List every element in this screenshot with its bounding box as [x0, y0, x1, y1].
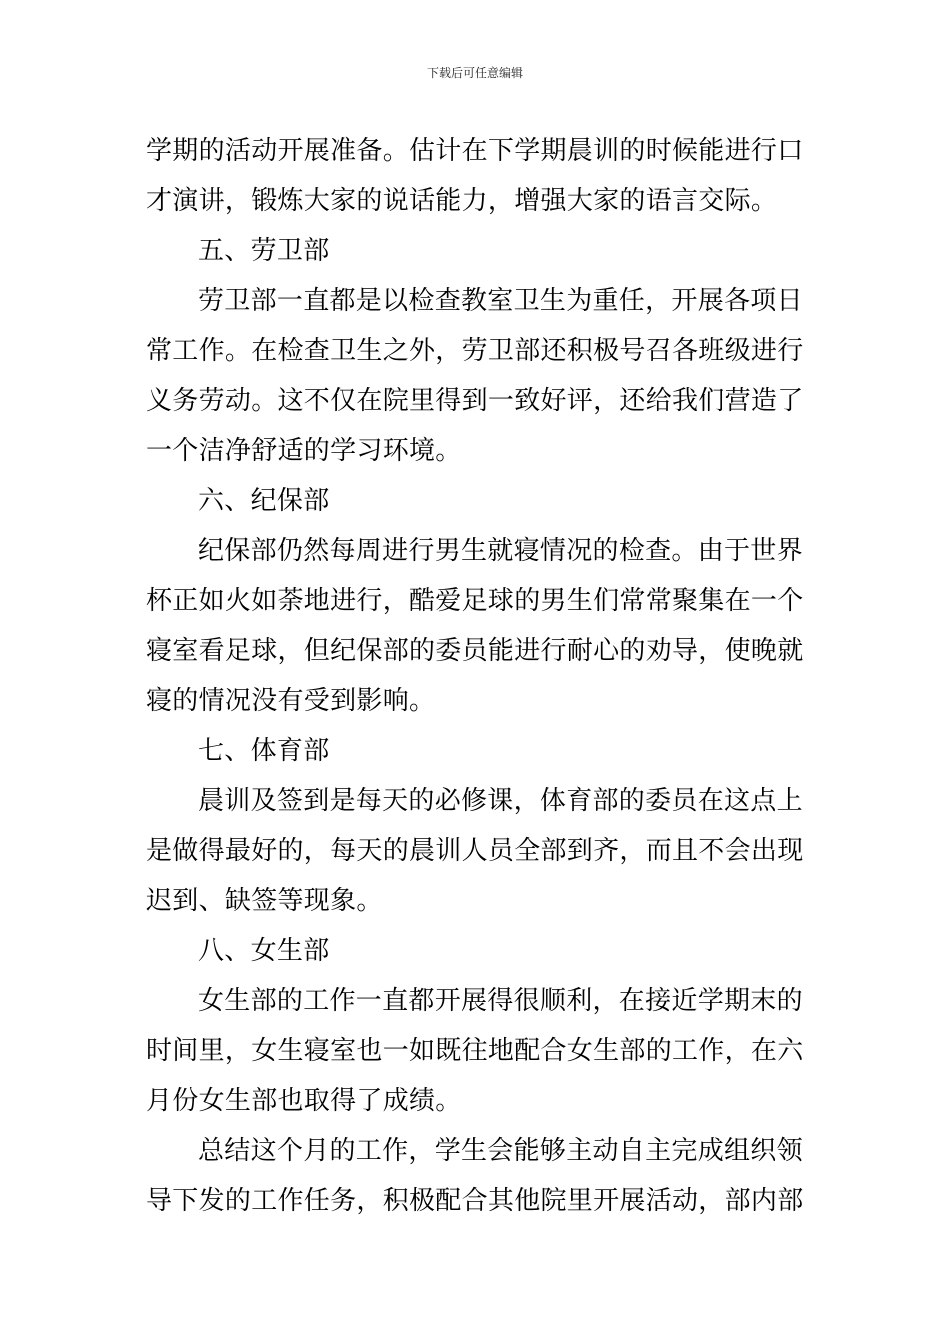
text-line: 才演讲，锻炼大家的说话能力，增强大家的语言交际。 [146, 186, 778, 216]
section-heading-labor: 五、劳卫部 [198, 236, 330, 266]
text-line: 杯正如火如荼地进行，酷爱足球的男生们常常聚集在一个 [146, 586, 804, 616]
text-line: 总结这个月的工作，学生会能够主动自主完成组织领 [198, 1136, 803, 1166]
page-header-note: 下载后可任意编辑 [426, 66, 523, 80]
text-line: 学期的活动开展准备。估计在下学期晨训的时候能进行口 [146, 136, 804, 166]
text-line: 是做得最好的，每天的晨训人员全部到齐，而且不会出现 [146, 836, 804, 866]
section-heading-sports: 七、体育部 [198, 736, 330, 766]
section-heading-female: 八、女生部 [198, 936, 330, 966]
text-line: 迟到、缺签等现象。 [146, 886, 383, 916]
text-line: 劳卫部一直都是以检查教室卫生为重任，开展各项日 [198, 286, 803, 316]
text-line: 纪保部仍然每周进行男生就寝情况的检查。由于世界 [198, 536, 803, 566]
text-line: 时间里，女生寝室也一如既往地配合女生部的工作，在六 [146, 1036, 804, 1066]
text-line: 女生部的工作一直都开展得很顺利，在接近学期末的 [198, 986, 803, 1016]
text-line: 导下发的工作任务，积极配合其他院里开展活动，部内部 [146, 1186, 804, 1216]
text-line: 寝的情况没有受到影响。 [146, 686, 436, 716]
text-line: 寝室看足球，但纪保部的委员能进行耐心的劝导，使晚就 [146, 636, 804, 666]
document-body [146, 126, 808, 1226]
section-heading-discipline: 六、纪保部 [198, 486, 330, 516]
text-line: 月份女生部也取得了成绩。 [146, 1086, 462, 1116]
text-line: 常工作。在检查卫生之外，劳卫部还积极号召各班级进行 [146, 336, 804, 366]
text-line: 一个洁净舒适的学习环境。 [146, 436, 462, 466]
text-line: 晨训及签到是每天的必修课，体育部的委员在这点上 [198, 786, 803, 816]
text-line: 义务劳动。这不仅在院里得到一致好评，还给我们营造了 [146, 386, 804, 416]
